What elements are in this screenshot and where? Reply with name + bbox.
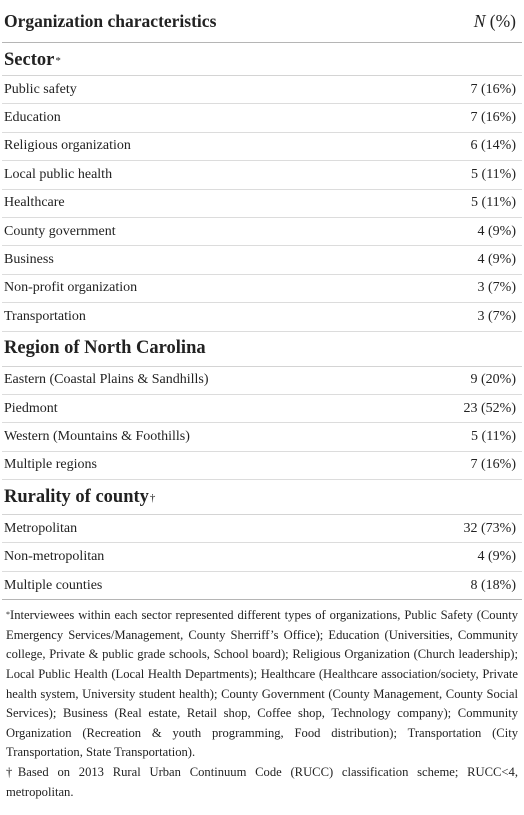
table-row xyxy=(2,104,522,132)
row-value: 9 (20%) xyxy=(470,372,516,388)
footnote-star-mark: * xyxy=(6,610,10,620)
row-label: Public safety xyxy=(4,81,77,97)
row-label: Western (Mountains & Foothills) xyxy=(4,428,190,444)
header-pct: (%) xyxy=(489,10,516,31)
section-title: Sector xyxy=(4,49,55,70)
row-value: 5 (11%) xyxy=(471,195,516,211)
table-row xyxy=(2,452,522,480)
section-heading xyxy=(2,332,522,367)
table-row xyxy=(2,515,522,543)
row-value: 7 (16%) xyxy=(470,457,516,473)
row-value: 8 (18%) xyxy=(470,577,516,593)
row-label: Religious organization xyxy=(4,138,131,154)
table-row xyxy=(2,275,522,303)
row-label: Education xyxy=(4,110,61,126)
row-label: Transportation xyxy=(4,308,86,324)
section-footnote-mark: † xyxy=(149,492,156,505)
row-value: 3 (7%) xyxy=(477,308,516,324)
table-row xyxy=(2,190,522,218)
table-body xyxy=(2,45,522,600)
characteristics-table xyxy=(2,0,522,802)
row-label: Local public health xyxy=(4,166,113,182)
table-row xyxy=(2,133,522,161)
row-label: Multiple regions xyxy=(4,457,97,473)
section-heading xyxy=(2,480,522,515)
header-n-percent xyxy=(474,11,522,32)
row-value: 4 (9%) xyxy=(477,223,516,239)
table-row xyxy=(2,395,522,423)
row-value: 5 (11%) xyxy=(471,428,516,444)
footnote-sector xyxy=(6,606,518,763)
table-row xyxy=(2,543,522,571)
row-value: 4 (9%) xyxy=(477,252,516,268)
row-label: Business xyxy=(4,252,54,268)
row-value: 6 (14%) xyxy=(470,138,516,154)
table-row xyxy=(2,161,522,189)
header-n: N xyxy=(473,10,486,31)
table-footnotes xyxy=(2,600,522,802)
table-header xyxy=(2,0,522,43)
row-label: Piedmont xyxy=(4,400,58,416)
table-row xyxy=(2,367,522,395)
header-characteristics: Organization characteristics xyxy=(4,10,217,31)
section-heading xyxy=(2,45,522,76)
table-row xyxy=(2,246,522,274)
section-title: Region of North Carolina xyxy=(4,338,206,359)
row-label: Multiple counties xyxy=(4,577,103,593)
row-value: 7 (16%) xyxy=(470,81,516,97)
row-label: County government xyxy=(4,223,116,239)
row-value: 4 (9%) xyxy=(477,549,516,565)
footnote-sector-text: Interviewees within each sector represented different types of organizations, Public Safety (County Emergency Services/Management, County Sherriff’s Office); Education (Universities, Community college, Private & public grade schools, School board); Religious Organization (Church leadership); Local Public Health (Local Health Departments); Healthcare (Healthcare association/society, Private health system, University student health); County Government (County Management, County Social Services); Business (Real estate, Retail shop, Coffee shop, Technology company); Community Organization (Recreation & youth programming, Food distribution); Transportation (City Transportation, State Transportation). xyxy=(6,608,518,760)
row-label: Metropolitan xyxy=(4,520,78,536)
table-row xyxy=(2,303,522,331)
section-title: Rurality of county xyxy=(4,486,149,507)
section-footnote-mark: * xyxy=(55,55,61,67)
table-row xyxy=(2,218,522,246)
table-row xyxy=(2,423,522,451)
row-value: 32 (73%) xyxy=(463,520,516,536)
table-row xyxy=(2,572,522,600)
row-value: 3 (7%) xyxy=(477,280,516,296)
row-value: 23 (52%) xyxy=(463,400,516,416)
row-value: 7 (16%) xyxy=(470,110,516,126)
row-label: Non-profit organization xyxy=(4,280,138,296)
row-value: 5 (11%) xyxy=(471,166,516,182)
row-label: Eastern (Coastal Plains & Sandhills) xyxy=(4,372,209,388)
table-row xyxy=(2,76,522,104)
footnote-rurality: †Based on 2013 Rural Urban Continuum Code (RUCC) classification scheme; RUCC<4, metropolitan. xyxy=(6,765,518,799)
row-label: Healthcare xyxy=(4,195,65,211)
row-label: Non-metropolitan xyxy=(4,549,105,565)
